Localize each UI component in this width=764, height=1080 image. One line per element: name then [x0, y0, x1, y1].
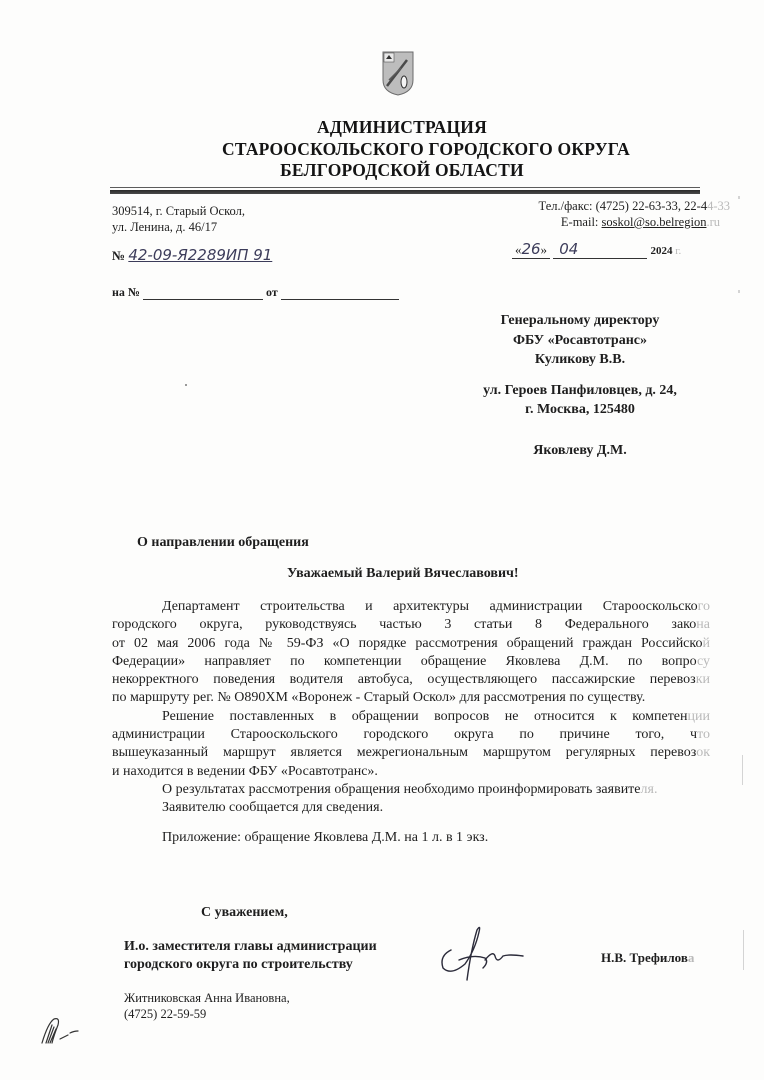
body-line-text: городского округа, руководствуясь частью 3 статьи 8 Федерального зако	[112, 617, 697, 633]
signer-name-text: Н.В. Трефилов	[601, 950, 688, 965]
body-paragraph-3-text: О результатах рассмотрения обращения необходимо проинформировать заявите	[162, 781, 641, 797]
sender-email-label: E-mail:	[560, 215, 602, 229]
coat-of-arms-emblem	[381, 50, 415, 96]
body-line-faded-ending: су	[696, 653, 710, 669]
reference-date-blank	[281, 287, 399, 300]
date-year: 2024	[650, 245, 673, 257]
body-line-text: от 02 мая 2006 года № 59-ФЗ «О порядке рассмотрения обращений граждан Российско	[112, 635, 703, 651]
body-line-faded-ending: ки	[695, 672, 710, 688]
sender-phone-text: Тел./факс: (4725) 22-63-33, 22-4	[538, 199, 708, 213]
reference-date-label: от	[265, 285, 278, 299]
body-paragraph-2	[112, 708, 710, 781]
body-line-faded-ending: то	[697, 727, 710, 743]
body-line-text: некорректного поведения водителя автобуса, осуществляющего пассажирские перевоз	[112, 672, 696, 688]
letter-subject: О направлении обращения	[137, 535, 309, 550]
salutation: Уважаемый Валерий Вячеславович!	[287, 566, 519, 581]
header-rule-thick	[110, 190, 700, 194]
handwritten-signature	[437, 920, 527, 984]
recipient-city: г. Москва, 125480	[525, 402, 635, 417]
date-open-quote: «	[514, 242, 522, 257]
scan-speck	[742, 755, 743, 785]
reference-number-label: на №	[112, 285, 140, 299]
body-line-text: вышеуказанный маршрут является межрегиональным маршрутом регулярных перевоз	[112, 745, 697, 761]
body-line	[112, 763, 710, 781]
body-line-text: Департамент строительства и архитектуры администрации Старооскольско	[162, 599, 698, 614]
sender-address-line-1: 309514, г. Старый Оскол,	[112, 204, 245, 218]
sender-phone-faded: 4-33	[707, 199, 730, 213]
sender-email-link[interactable]: soskol@so.belregion	[601, 215, 707, 229]
signer-title-line-1: И.о. заместителя главы администрации	[124, 939, 377, 954]
body-paragraph-1	[112, 598, 710, 708]
signer-title	[124, 938, 377, 974]
sender-address	[112, 203, 245, 235]
body-line	[112, 726, 710, 744]
closing-regards: С уважением,	[201, 905, 288, 920]
body-paragraph-3	[112, 781, 710, 799]
recipient-position: Генеральному директору	[500, 313, 660, 328]
sender-email-faded: .ru	[706, 215, 720, 229]
signer-title-line-2: городского округа по строительству	[124, 957, 353, 972]
body-line-faded-ending: го	[697, 599, 710, 614]
body-line	[112, 653, 710, 671]
executor-phone: (4725) 22-59-59	[124, 1007, 207, 1021]
recipient-address	[455, 381, 705, 419]
body-line	[112, 635, 710, 653]
body-line	[112, 708, 710, 726]
body-line	[112, 616, 710, 634]
body-paragraph-4: Заявителю сообщается для сведения.	[162, 800, 384, 816]
scan-speck	[738, 196, 740, 199]
reference-row	[112, 285, 399, 300]
header-line-3: БЕЛГОРОДСКОЙ ОБЛАСТИ	[280, 160, 524, 180]
recipient-copy: Яковлеву Д.М.	[533, 443, 627, 458]
body-line-faded-ending: на	[696, 617, 710, 633]
sender-contacts	[480, 198, 730, 230]
recipient-block	[455, 311, 705, 370]
header-line-2: СТАРООСКОЛЬСКОГО ГОРОДСКОГО ОКРУГА	[221, 139, 631, 159]
body-line-text: и находится в ведении ФБУ «Росавтотранс».	[112, 763, 378, 779]
handwritten-initials	[38, 1015, 88, 1045]
body-line-text: по маршруту рег. № О890ХМ «Воронеж - Старый Оскол» для рассмотрения по существу.	[112, 690, 646, 706]
body-line-text: Федерации» направляет по компетенции обращение Яковлева Д.М. по вопро	[112, 653, 697, 669]
body-line-faded-ending: ок	[696, 745, 710, 761]
scan-speck	[185, 384, 187, 386]
header-rule-thin	[110, 187, 700, 188]
sender-address-line-2: ул. Ленина, д. 46/17	[112, 220, 218, 234]
signer-name-faded: а	[687, 950, 695, 965]
body-line	[112, 598, 710, 616]
registration-number-label: №	[112, 248, 126, 263]
body-line	[112, 744, 710, 762]
recipient-name: Куликову В.В.	[534, 352, 626, 367]
scan-speck	[738, 290, 740, 293]
letter-body	[112, 598, 710, 818]
date-month: 04	[559, 240, 579, 258]
reference-number-blank	[143, 287, 263, 300]
body-line	[112, 671, 710, 689]
registration-number	[112, 246, 272, 264]
header-line-1: АДМИНИСТРАЦИЯ	[317, 117, 487, 137]
registration-date	[512, 240, 681, 259]
attachment-note: Приложение: обращение Яковлева Д.М. на 1 л. в 1 экз.	[162, 830, 489, 845]
executor-info	[124, 990, 290, 1022]
body-line-text: администрации Старооскольского городского округа по причине того, ч	[112, 727, 698, 743]
date-year-faded: г.	[672, 245, 682, 257]
recipient-street: ул. Героев Панфиловцев, д. 24,	[483, 383, 677, 398]
recipient-organization: ФБУ «Росавтотранс»	[513, 332, 647, 348]
body-line-text: Решение поставленных в обращении вопросов не относится к компетен	[162, 708, 688, 724]
body-line	[112, 689, 710, 707]
scan-speck	[743, 930, 744, 970]
registration-number-value: 42-09-Я2289ИП 91	[128, 246, 273, 264]
signer-name	[601, 950, 694, 966]
body-line-faded-ending: й	[702, 635, 710, 651]
executor-name: Житниковская Анна Ивановна,	[124, 991, 290, 1005]
sender-email	[480, 214, 730, 230]
date-day: 26	[521, 240, 541, 258]
body-line-faded-ending: ции	[687, 708, 710, 724]
body-paragraph-3-faded: ля.	[640, 781, 658, 797]
date-close-quote: »	[540, 242, 548, 257]
sender-phone	[480, 198, 730, 214]
